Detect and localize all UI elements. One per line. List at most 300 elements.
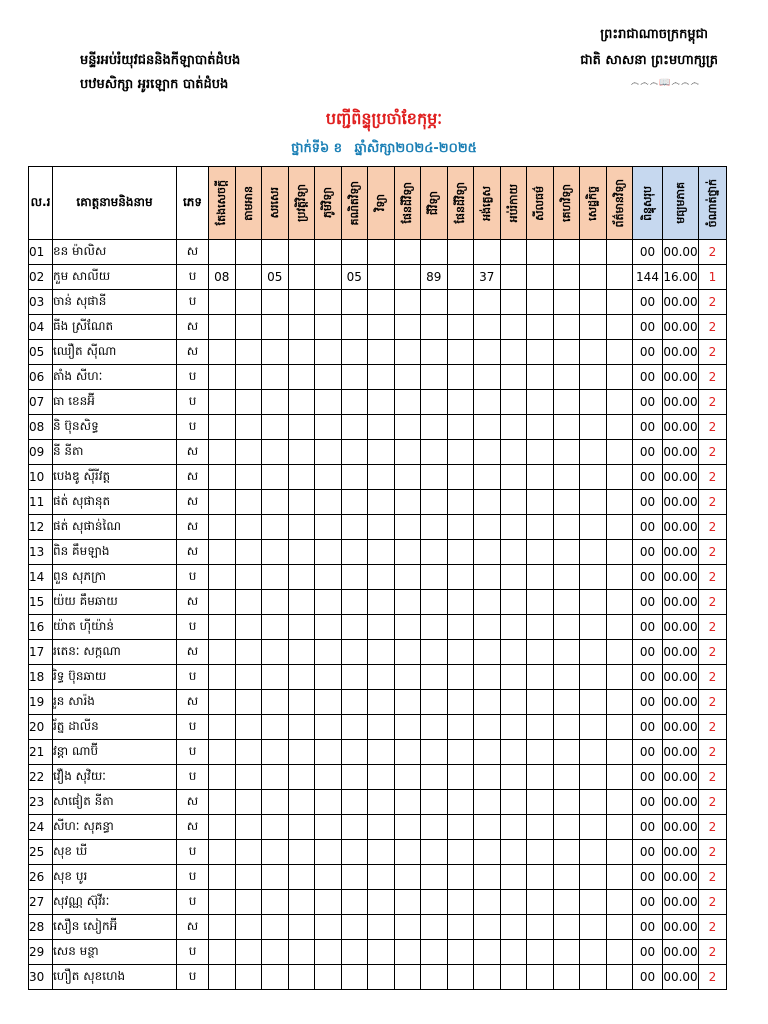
- score-cell: [527, 565, 554, 590]
- score-cell: [421, 465, 448, 490]
- score-cell: [235, 665, 262, 690]
- student-name: តាំង សីហៈ: [53, 365, 177, 390]
- average-score: 00.00: [663, 740, 699, 765]
- student-sex: ស: [177, 440, 209, 465]
- score-cell: [421, 740, 448, 765]
- score-cell: [421, 965, 448, 990]
- score-cell: [421, 440, 448, 465]
- score-cell: [580, 515, 607, 540]
- average-score: 00.00: [663, 440, 699, 465]
- score-cell: [580, 965, 607, 990]
- total-score: 00: [633, 890, 663, 915]
- score-cell: [235, 590, 262, 615]
- score-cell: [262, 415, 289, 440]
- student-sex: ប: [177, 290, 209, 315]
- total-score: 00: [633, 665, 663, 690]
- score-cell: [209, 615, 236, 640]
- total-score: 00: [633, 615, 663, 640]
- score-cell: [606, 415, 633, 440]
- student-sex: ប: [177, 765, 209, 790]
- header-subject-label: ប្រវត្តិវិទ្យា: [294, 184, 308, 222]
- score-cell: [527, 615, 554, 640]
- student-sex: ប: [177, 965, 209, 990]
- score-cell: [262, 915, 289, 940]
- score-cell: [447, 865, 474, 890]
- score-cell: [341, 315, 368, 340]
- student-name: សេន មន្ថា: [53, 940, 177, 965]
- header-avg-label: មធ្យមភាគ: [674, 182, 687, 224]
- page-title: បញ្ជីពិន្ទុប្រចាំខែកុម្ភៈ: [325, 109, 443, 128]
- score-cell: [368, 365, 395, 390]
- score-cell: [341, 665, 368, 690]
- score-cell: [341, 715, 368, 740]
- header-subject: [368, 167, 395, 240]
- student-name: បេងឌូ ស៊ីរីវត្ត: [53, 465, 177, 490]
- score-cell: [368, 715, 395, 740]
- row-number: 08: [29, 415, 53, 440]
- score-cell: [262, 240, 289, 265]
- score-cell: [527, 740, 554, 765]
- score-cell: [262, 815, 289, 840]
- score-cell: [262, 840, 289, 865]
- score-cell: [606, 465, 633, 490]
- header-subject-label: អង់គ្លេស: [480, 185, 494, 221]
- student-sex: ប: [177, 665, 209, 690]
- row-number: 20: [29, 715, 53, 740]
- score-cell: [262, 790, 289, 815]
- total-score: 00: [633, 790, 663, 815]
- score-cell: [209, 715, 236, 740]
- score-cell: [474, 690, 501, 715]
- score-cell: [341, 815, 368, 840]
- score-cell: [527, 240, 554, 265]
- score-cell: [447, 640, 474, 665]
- score-cell: [262, 965, 289, 990]
- score-cell: [447, 765, 474, 790]
- header-row: [29, 167, 727, 240]
- national-motto: ជាតិ សាសនា ព្រះមហាក្សត្រ: [580, 53, 718, 68]
- score-cell: [209, 515, 236, 540]
- score-cell: [262, 640, 289, 665]
- header-subject: [474, 167, 501, 240]
- score-cell: [421, 615, 448, 640]
- score-cell: [474, 765, 501, 790]
- score-cell: [500, 865, 527, 890]
- rank-value: 2: [699, 465, 727, 490]
- score-cell: [500, 265, 527, 290]
- row-number: 28: [29, 915, 53, 940]
- score-cell: [262, 390, 289, 415]
- total-score: 00: [633, 915, 663, 940]
- score-cell: [341, 765, 368, 790]
- total-score: 00: [633, 640, 663, 665]
- header-total: [633, 167, 663, 240]
- score-cell: [447, 665, 474, 690]
- score-cell: [315, 315, 342, 340]
- score-cell: [315, 965, 342, 990]
- score-cell: [368, 915, 395, 940]
- student-name: ធីង ស្រីណែត: [53, 315, 177, 340]
- score-cell: [474, 815, 501, 840]
- student-name: សាផៀត នីតា: [53, 790, 177, 815]
- score-cell: [580, 365, 607, 390]
- score-cell: [235, 290, 262, 315]
- score-cell: [368, 615, 395, 640]
- score-cell: [553, 915, 580, 940]
- score-cell: [474, 290, 501, 315]
- score-cell: [315, 465, 342, 490]
- score-cell: [606, 365, 633, 390]
- score-cell: [315, 290, 342, 315]
- score-cell: [580, 390, 607, 415]
- score-cell: [315, 240, 342, 265]
- score-cell: [341, 565, 368, 590]
- score-cell: [580, 240, 607, 265]
- score-cell: [553, 515, 580, 540]
- row-number: 26: [29, 865, 53, 890]
- total-score: 00: [633, 340, 663, 365]
- header-rank-label: ចំណាត់ថ្នាក់: [706, 178, 719, 228]
- header-subject: [500, 167, 527, 240]
- score-cell: [527, 840, 554, 865]
- score-cell: [368, 665, 395, 690]
- score-cell: [474, 740, 501, 765]
- table-row: [29, 440, 727, 465]
- score-cell: [341, 965, 368, 990]
- score-cell: [606, 865, 633, 890]
- score-cell: [315, 415, 342, 440]
- score-cell: [500, 465, 527, 490]
- score-cell: [527, 815, 554, 840]
- student-sex: ប: [177, 890, 209, 915]
- score-cell: [368, 765, 395, 790]
- score-cell: [606, 940, 633, 965]
- score-cell: [288, 440, 315, 465]
- row-number: 01: [29, 240, 53, 265]
- score-cell: [315, 940, 342, 965]
- student-sex: ប: [177, 615, 209, 640]
- average-score: 00.00: [663, 315, 699, 340]
- student-name: រិទ្ធ ប៊ុនឆាយ: [53, 665, 177, 690]
- table-row: [29, 315, 727, 340]
- score-cell: [553, 540, 580, 565]
- score-cell: [394, 665, 421, 690]
- score-cell: [262, 665, 289, 690]
- average-score: 00.00: [663, 665, 699, 690]
- student-sex: ស: [177, 315, 209, 340]
- rank-value: 2: [699, 565, 727, 590]
- score-cell: [421, 315, 448, 340]
- score-cell: [394, 465, 421, 490]
- score-cell: [553, 465, 580, 490]
- score-cell: [315, 490, 342, 515]
- score-cell: [527, 890, 554, 915]
- table-row: [29, 390, 727, 415]
- rank-value: 2: [699, 890, 727, 915]
- score-cell: [421, 815, 448, 840]
- score-cell: [580, 540, 607, 565]
- score-cell: [315, 515, 342, 540]
- score-cell: [394, 740, 421, 765]
- score-cell: [606, 640, 633, 665]
- score-cell: [209, 465, 236, 490]
- row-number: 22: [29, 765, 53, 790]
- score-cell: [606, 615, 633, 640]
- score-cell: [447, 565, 474, 590]
- score-cell: [474, 715, 501, 740]
- score-cell: [288, 590, 315, 615]
- score-cell: [235, 815, 262, 840]
- score-cell: [341, 940, 368, 965]
- score-cell: [474, 540, 501, 565]
- score-cell: [606, 840, 633, 865]
- score-cell: [580, 715, 607, 740]
- table-row: [29, 890, 727, 915]
- score-cell: [209, 315, 236, 340]
- score-cell: [341, 865, 368, 890]
- score-cell: [288, 765, 315, 790]
- score-cell: [474, 790, 501, 815]
- score-cell: [500, 490, 527, 515]
- score-cell: [288, 865, 315, 890]
- student-name: ផត់ សុផានុត: [53, 490, 177, 515]
- header-subject: [315, 167, 342, 240]
- header-sex: ភេទ: [177, 167, 209, 240]
- score-cell: [474, 915, 501, 940]
- total-score: 144: [633, 265, 663, 290]
- header-subject: [580, 167, 607, 240]
- score-cell: [394, 865, 421, 890]
- student-sex: ប: [177, 390, 209, 415]
- score-cell: [262, 315, 289, 340]
- score-cell: [553, 365, 580, 390]
- score-cell: [421, 515, 448, 540]
- score-cell: [606, 715, 633, 740]
- score-cell: [421, 390, 448, 415]
- score-cell: [288, 965, 315, 990]
- total-score: 00: [633, 290, 663, 315]
- score-cell: [421, 765, 448, 790]
- score-cell: [500, 890, 527, 915]
- score-cell: [553, 665, 580, 690]
- row-number: 09: [29, 440, 53, 465]
- score-cell: [394, 365, 421, 390]
- score-cell: [474, 640, 501, 665]
- row-number: 21: [29, 740, 53, 765]
- table-row: [29, 290, 727, 315]
- total-score: 00: [633, 690, 663, 715]
- score-cell: [235, 540, 262, 565]
- rank-value: 2: [699, 740, 727, 765]
- student-name: ពួន សុភក្រា: [53, 565, 177, 590]
- score-cell: [235, 440, 262, 465]
- score-cell: [394, 590, 421, 615]
- score-cell: [315, 815, 342, 840]
- score-cell: [315, 390, 342, 415]
- score-cell: [474, 940, 501, 965]
- score-cell: [527, 865, 554, 890]
- total-score: 00: [633, 765, 663, 790]
- score-cell: [394, 965, 421, 990]
- row-number: 03: [29, 290, 53, 315]
- average-score: 00.00: [663, 865, 699, 890]
- header-subject-label: តែងសេចក្តី: [215, 180, 229, 226]
- score-cell: [553, 340, 580, 365]
- header-subject: [262, 167, 289, 240]
- score-cell: [341, 365, 368, 390]
- score-cell: [288, 565, 315, 590]
- score-cell: [474, 240, 501, 265]
- score-cell: [474, 465, 501, 490]
- header-subject: [553, 167, 580, 240]
- score-cell: [447, 365, 474, 390]
- student-name: កួម សាលីយ: [53, 265, 177, 290]
- score-cell: [447, 690, 474, 715]
- score-cell: [553, 790, 580, 815]
- score-cell: [235, 365, 262, 390]
- score-cell: [606, 815, 633, 840]
- score-cell: [209, 415, 236, 440]
- score-cell: [553, 415, 580, 440]
- total-score: 00: [633, 965, 663, 990]
- student-name: នី នីតា: [53, 440, 177, 465]
- score-cell: [209, 665, 236, 690]
- score-cell: [394, 790, 421, 815]
- score-cell: [447, 240, 474, 265]
- score-cell: [447, 790, 474, 815]
- score-cell: [341, 690, 368, 715]
- score-cell: [315, 565, 342, 590]
- score-cell: [580, 840, 607, 865]
- total-score: 00: [633, 840, 663, 865]
- student-sex: ប: [177, 840, 209, 865]
- student-sex: ប: [177, 415, 209, 440]
- score-cell: [421, 915, 448, 940]
- table-row: [29, 540, 727, 565]
- score-cell: [447, 465, 474, 490]
- score-cell: [474, 565, 501, 590]
- class-label: ថ្នាក់ទី៦ ខ: [291, 141, 342, 156]
- score-cell: 89: [421, 265, 448, 290]
- rank-value: 2: [699, 665, 727, 690]
- score-cell: [235, 765, 262, 790]
- table-row: [29, 940, 727, 965]
- total-score: 00: [633, 740, 663, 765]
- average-score: 00.00: [663, 415, 699, 440]
- table-row: [29, 515, 727, 540]
- average-score: 00.00: [663, 890, 699, 915]
- score-cell: [394, 265, 421, 290]
- row-number: 27: [29, 890, 53, 915]
- header-subject: [341, 167, 368, 240]
- average-score: 00.00: [663, 290, 699, 315]
- score-cell: [209, 840, 236, 865]
- header-subject-label: សរសេរ: [268, 187, 282, 219]
- score-cell: [209, 890, 236, 915]
- score-cell: [553, 615, 580, 640]
- score-cell: [527, 965, 554, 990]
- score-cell: [235, 915, 262, 940]
- row-number: 18: [29, 665, 53, 690]
- score-cell: [500, 965, 527, 990]
- score-cell: [209, 290, 236, 315]
- score-cell: [341, 540, 368, 565]
- score-cell: [341, 390, 368, 415]
- score-cell: [606, 315, 633, 340]
- score-cell: [606, 965, 633, 990]
- score-cell: [553, 765, 580, 790]
- score-cell: [368, 690, 395, 715]
- total-score: 00: [633, 390, 663, 415]
- average-score: 00.00: [663, 915, 699, 940]
- score-cell: [341, 840, 368, 865]
- row-number: 11: [29, 490, 53, 515]
- average-score: 00.00: [663, 490, 699, 515]
- score-cell: [606, 590, 633, 615]
- score-cell: [288, 390, 315, 415]
- rank-value: 2: [699, 590, 727, 615]
- header-subject: [209, 167, 236, 240]
- score-cell: [474, 415, 501, 440]
- score-cell: [394, 765, 421, 790]
- rank-value: 2: [699, 615, 727, 640]
- score-cell: [527, 765, 554, 790]
- score-cell: [527, 540, 554, 565]
- student-name: ពិន គឹមឡាង: [53, 540, 177, 565]
- rank-value: 2: [699, 365, 727, 390]
- score-cell: [315, 615, 342, 640]
- score-cell: [288, 490, 315, 515]
- score-cell: [553, 865, 580, 890]
- score-cell: [315, 915, 342, 940]
- average-score: 00.00: [663, 540, 699, 565]
- row-number: 23: [29, 790, 53, 815]
- score-cell: [394, 415, 421, 440]
- score-cell: [394, 315, 421, 340]
- score-cell: [527, 415, 554, 440]
- total-score: 00: [633, 465, 663, 490]
- score-cell: [447, 340, 474, 365]
- score-cell: [500, 840, 527, 865]
- score-cell: [341, 640, 368, 665]
- score-cell: [474, 365, 501, 390]
- score-cell: [500, 340, 527, 365]
- score-cell: [262, 765, 289, 790]
- table-row: [29, 865, 727, 890]
- score-cell: [394, 565, 421, 590]
- student-sex: ប: [177, 940, 209, 965]
- table-row: [29, 690, 727, 715]
- score-cell: [527, 790, 554, 815]
- score-cell: [209, 240, 236, 265]
- score-cell: [235, 740, 262, 765]
- score-cell: [209, 690, 236, 715]
- student-name: វឿង សុវិយៈ: [53, 765, 177, 790]
- score-cell: [394, 840, 421, 865]
- student-sex: ស: [177, 590, 209, 615]
- rank-value: 2: [699, 290, 727, 315]
- table-row: [29, 665, 727, 690]
- header-subject-label: ជីវិទ្យា: [427, 190, 441, 216]
- average-score: 00.00: [663, 940, 699, 965]
- score-cell: [315, 790, 342, 815]
- average-score: 00.00: [663, 340, 699, 365]
- score-cell: [235, 640, 262, 665]
- row-number: 04: [29, 315, 53, 340]
- row-number: 29: [29, 940, 53, 965]
- student-name: ចាន់ សុផានី: [53, 290, 177, 315]
- score-cell: [341, 465, 368, 490]
